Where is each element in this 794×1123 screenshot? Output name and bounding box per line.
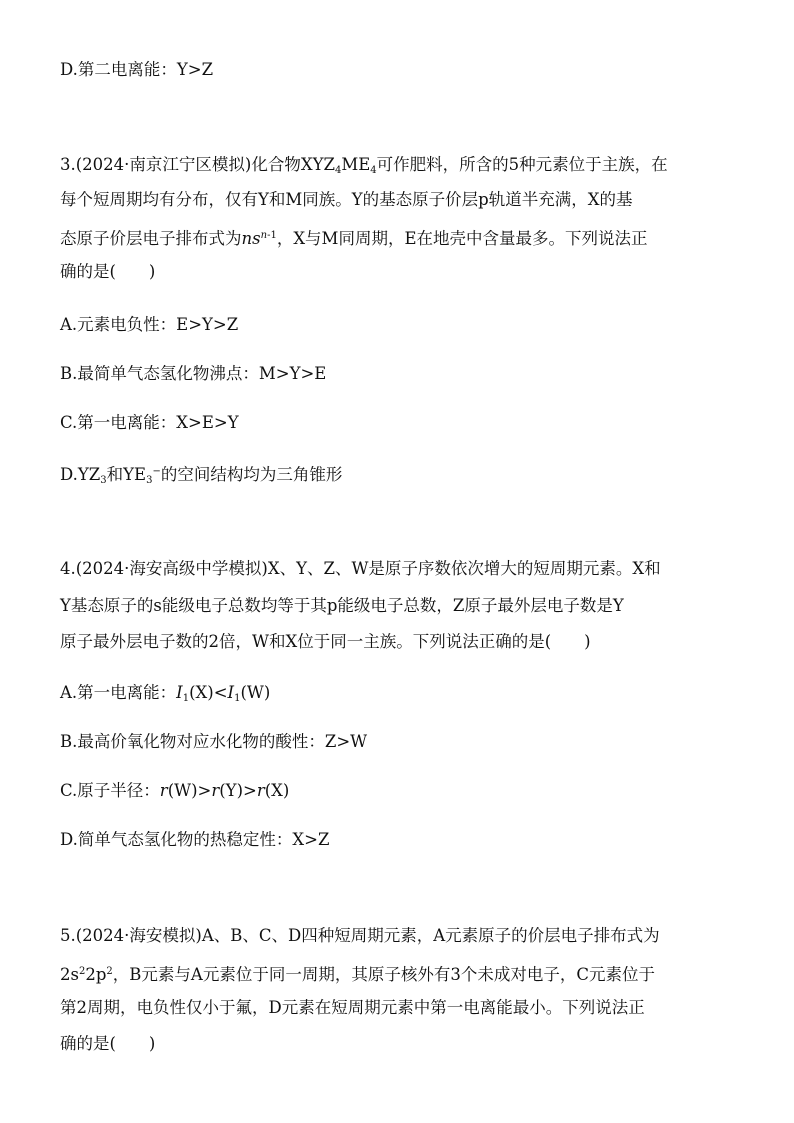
q3-option-d: $D.YZ_3$和$YE_3^-$的空间结构均为三角锥形 <box>60 465 343 486</box>
q3-stem-line-2: 每个短周期均有分布，仅有Y和M同族。Y的基态原子价层p轨道半充满，X的基 <box>60 190 633 209</box>
q4-stem-line-3: 原子最外层电子数的2倍，W和X位于同一主族。下列说法正确的是( ) <box>60 632 591 651</box>
q3-option-a: A.元素电负性：E>Y>Z <box>60 315 239 334</box>
q4-option-d: D.简单气态氢化物的热稳定性：X>Z <box>60 830 330 849</box>
q5-stem-line-2: $2s^22p^2$，B元素与A元素位于同一周期，其原子核外有3个未成对电子，C元素位于 <box>60 965 655 984</box>
q4-stem-line-2: Y基态原子的s能级电子总数均等于其p能级电子总数，Z原子最外层电子数是Y <box>60 596 624 615</box>
q3-stem-line-3: 态原子价层电子排布式为$ns^{n-1}$，X与M同周期，E在地壳中含量最多。下列说法正 <box>60 229 648 248</box>
q3-stem-line-4: 确的是( ) <box>60 262 156 281</box>
q5-stem-line-4: 确的是( ) <box>60 1034 156 1053</box>
q4-option-c: C.原子半径：r(W)>r(Y)>r(X) <box>60 781 290 800</box>
q5-stem-line-3: 第2周期，电负性仅小于氟，D元素在短周期元素中第一电离能最小。下列说法正 <box>60 998 645 1017</box>
q3-stem-line-1: 3.(2024·南京江宁区模拟)化合物$XYZ_4ME_4$可作肥料，所含的5种元素位于主族，在 <box>60 155 668 176</box>
q3-option-c: C.第一电离能：X>E>Y <box>60 413 239 432</box>
q4-option-a: A.第一电离能：$I_1(X)<I_1(W)$ <box>60 683 271 704</box>
q4-stem-line-1: 4.(2024·海安高级中学模拟)X、Y、Z、W是原子序数依次增大的短周期元素。X和 <box>60 559 661 578</box>
q3-option-b: B.最简单气态氢化物沸点：M>Y>E <box>60 364 327 383</box>
q5-stem-line-1: 5.(2024·海安模拟)A、B、C、D四种短周期元素，A元素原子的价层电子排布式为 <box>60 926 660 945</box>
q4-option-b: B.最高价氧化物对应水化物的酸性：Z>W <box>60 732 368 751</box>
q2-option-d: D.第二电离能：Y>Z <box>60 60 214 79</box>
